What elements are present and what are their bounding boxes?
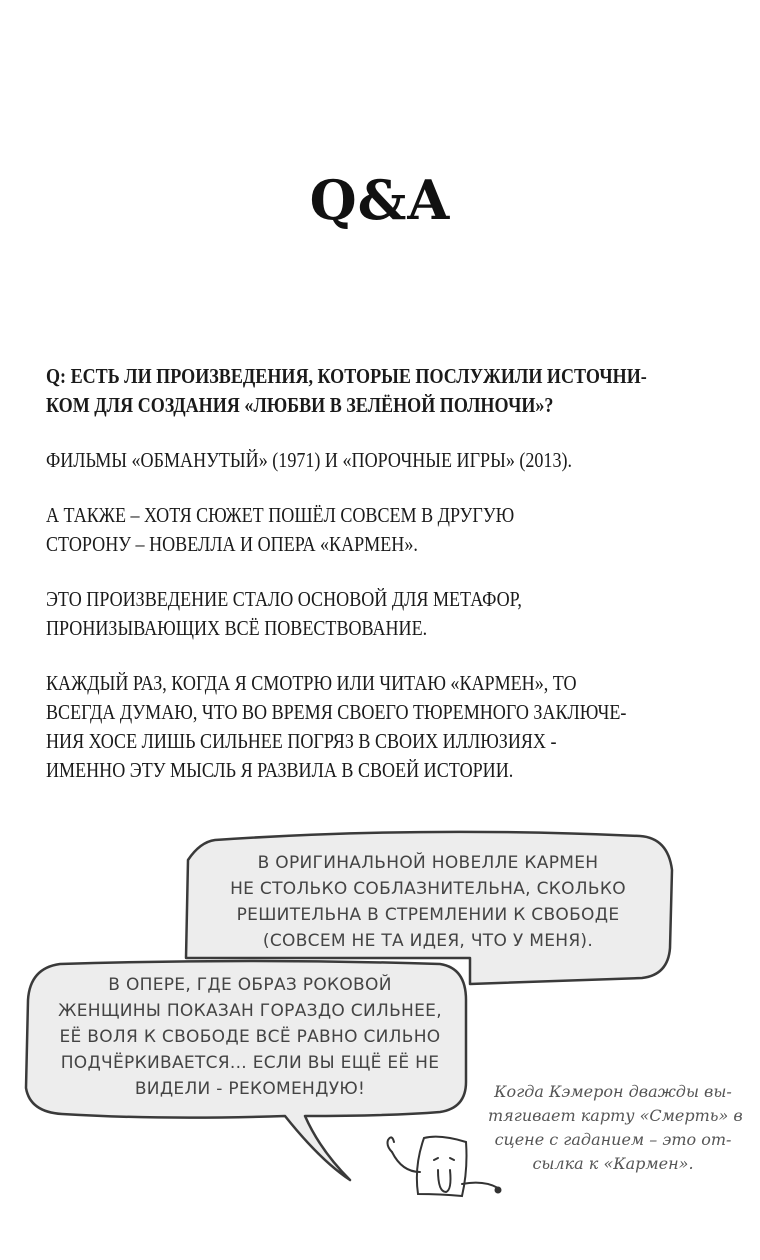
answer-line: ФИЛЬМЫ «ОБМАНУТЫЙ» (1971) И «ПОРОЧНЫЕ ИГРЫ» (2013). xyxy=(46,448,573,472)
answer-line: ИМЕННО ЭТУ МЫСЛЬ Я РАЗВИЛА В СВОЕЙ ИСТОРИИ. xyxy=(46,758,514,782)
bubble-line: В ОПЕРЕ, ГДЕ ОБРАЗ РОКОВОЙ xyxy=(108,975,392,995)
question-line: КОМ ДЛЯ СОЗДАНИЯ «ЛЮБВИ В ЗЕЛЁНОЙ ПОЛНОЧИ»? xyxy=(46,393,554,417)
answer-line: НИЯ ХОСЕ ЛИШЬ СИЛЬНЕЕ ПОГРЯЗ В СВОИХ ИЛЛЮЗИЯХ - xyxy=(46,729,557,753)
bubble-line: ЕЁ ВОЛЯ К СВОБОДЕ ВСЁ РАВНО СИЛЬНО xyxy=(59,1027,441,1047)
page-title: Q&A xyxy=(309,168,451,233)
bubble-line: ЖЕНЩИНЫ ПОКАЗАН ГОРАЗДО СИЛЬНЕЕ, xyxy=(58,1001,442,1021)
answer-line: КАЖДЫЙ РАЗ, КОГДА Я СМОТРЮ ИЛИ ЧИТАЮ «КАРМЕН», ТО xyxy=(46,671,577,695)
speech-bubble-2-text xyxy=(40,972,460,1102)
note-line: сцене с гаданием – это от- xyxy=(494,1130,732,1149)
bubble-line: (СОВСЕМ НЕ ТА ИДЕЯ, ЧТО У МЕНЯ). xyxy=(262,931,594,951)
bubble-line: НЕ СТОЛЬКО СОБЛАЗНИТЕЛЬНА, СКОЛЬКО xyxy=(230,879,626,899)
answer-line: ПРОНИЗЫВАЮЩИХ ВСЁ ПОВЕСТВОВАНИЕ. xyxy=(46,616,428,640)
bubble-line: РЕШИТЕЛЬНА В СТРЕМЛЕНИИ К СВОБОДЕ xyxy=(236,905,620,925)
note-line: сылка к «Кармен». xyxy=(532,1154,694,1173)
answer-line: ЭТО ПРОИЗВЕДЕНИЕ СТАЛО ОСНОВОЙ ДЛЯ МЕТАФОР, xyxy=(46,587,522,611)
bubble-line: ВИДЕЛИ - РЕКОМЕНДУЮ! xyxy=(134,1079,366,1099)
question-line: Q: ЕСТЬ ЛИ ПРОИЗВЕДЕНИЯ, КОТОРЫЕ ПОСЛУЖИЛИ ИСТОЧНИ- xyxy=(46,364,647,388)
bubble-line: В ОРИГИНАЛЬНОЙ НОВЕЛЛЕ КАРМЕН xyxy=(257,853,599,873)
bubble-line: ПОДЧЁРКИВАЕТСЯ... ЕСЛИ ВЫ ЕЩЁ ЕЁ НЕ xyxy=(60,1053,440,1073)
note-line: тягивает карту «Смерть» в xyxy=(488,1106,743,1125)
answer-line: ВСЕГДА ДУМАЮ, ЧТО ВО ВРЕМЯ СВОЕГО ТЮРЕМНОГО ЗАКЛЮЧЕ- xyxy=(46,700,627,724)
answer-line: СТОРОНУ – НОВЕЛЛА И ОПЕРА «КАРМЕН». xyxy=(46,532,418,556)
mascot-character-icon xyxy=(388,1137,501,1196)
side-note xyxy=(488,1080,743,1176)
speech-bubble-1-text xyxy=(196,850,660,954)
note-line: Когда Кэмерон дважды вы- xyxy=(494,1082,732,1101)
answer-line: А ТАКЖЕ – ХОТЯ СЮЖЕТ ПОШЁЛ СОВСЕМ В ДРУГУЮ xyxy=(46,503,515,527)
